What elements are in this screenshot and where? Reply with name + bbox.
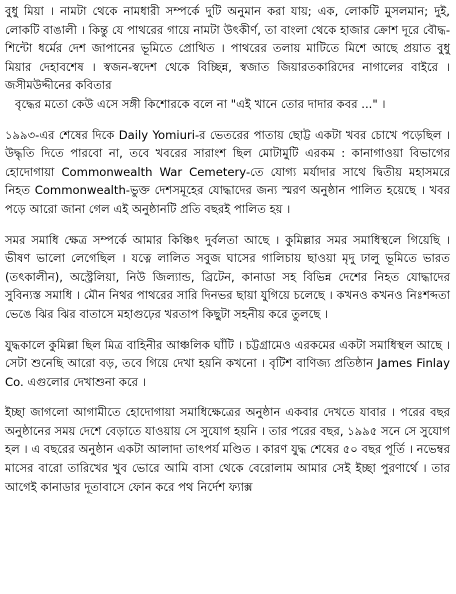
paragraph-3: ১৯৯৩-এর শেষের দিকে Daily Yomiuri-র ভেতরের পাতায় ছোট্ট একটা খবর চোখে পড়েছিল । উদ্ধৃতি দিতে পারবো না, তবে খবরের সারাংশ ছিল মোটামুটি এরকম : কানাগাওয়া বিভাগের হোদোগায়া Commonwealth War Cemetery-তে যোগ্য মর্যাদার সাথে দ্বিতীয় মহাসমরে নিহত Commonwealth-ভুক্ত দেশসমূহের যোদ্ধাদের জন্য স্মরণ অনুষ্ঠান পালিত হয়েছে । খবর পড়ে আরো জানা গেল এই অনুষ্ঠানটি প্রতি বছরই পালিত হয় । (5, 127, 450, 216)
paragraph-5: যুদ্ধকালে কুমিল্লা ছিল মিত্র বাহিনীর আঞ্চলিক ঘাঁটি । চট্টগ্রামেও এরকমের একটা সমাধিস্থল আছে । সেটা শুনেছি আরো বড়, তবে গিয়ে দেখা হয়নি কখনো । বৃটিশ বাণিজ্য প্রতিষ্ঠান James Finlay Co. এগুলোর দেখাশুনা করে । (5, 337, 450, 389)
paragraph-6: ইচ্ছা জাগলো আগামীতে হোদোগায়া সমাধিক্ষেত্রের অনুষ্ঠান একবার দেখতে যাবার । পরের বছর অনুষ্ঠানের সময় দেশে বেড়াতে যাওয়ায় সে সুযোগ হয়নি । তার পরের বছর, ১৯৯৫ সনে সে সুযোগ হল । এ বছরের অনুষ্ঠান একটা আলাদা তাৎপর্য মণ্ডিত । কারণ যুদ্ধ শেষের ৫০ বছর পূর্তি । নভেম্বর মাসের বারো তারিখের খুব ভোরে আমি বাসা থেকে বেরোলাম আমার সেই ইচ্ছা পুরণার্থে । তার আগেই কানাডার দূতাবাসে ফোন করে পথ নির্দেশ ফ্যাক্স (5, 405, 450, 494)
paragraph-gap (5, 324, 450, 336)
paragraph-1: বুধু মিয়া । নামটা থেকে নামধারী সম্পর্কে দুটি অনুমান করা যায়; এক, লোকটি মুসলমান; দুই, লোকটি বাঙালী । কিন্তু যে পাথরের গায়ে নামটা উৎকীর্ণ, তা বাংলা থেকে হাজার ক্রোশ দূরে বৌদ্ধ-শিন্টো ধর্মের দেশ জাপানের ভূমিতে প্রোথিত । পাথরের তলায় মাটিতে মিশে আছে প্রয়াত বুধু মিয়ার দেহাবশেষ । স্বজন-স্বদেশ থেকে বিচ্ছিন্ন, স্বজাত জিয়ারতকারিদের নাগালের বাইরে । জসীমউদ্দীনের কবিতার (5, 4, 450, 93)
paragraph-4: সমর সমাধি ক্ষেত্র সম্পর্কে আমার কিঞ্চিৎ দুর্বলতা আছে । কুমিল্লার সমর সমাধিস্থলে গিয়েছি । ভীষণ ভালো লেগেছিল । যত্নে লালিত সবুজ ঘাসের গালিচায় ছাওয়া মৃদু ঢালু ভূমিতে ভারত (তৎকালীন), অস্ট্রেলিয়া, নিউ জিল্যান্ড, ব্রিটেন, কানাডা সহ বিভিন্ন দেশের নিহত যোদ্ধাদের সুবিন্যস্ত সমাধি । মৌন নিথর পাথরের সারি দিনভর ছায়া যুগিয়ে চলেছে । কখনও কখনও নিঃশব্দতা ভেঙে ঝির ঝির বাতাসে মহাগুঢ়ের খরতাপ কিছুটা সহনীয় করে তুলছে । (5, 232, 450, 321)
paragraph-gap (5, 391, 450, 403)
paragraph-gap (5, 219, 450, 231)
paragraph-gap (5, 114, 450, 126)
paragraph-2-quote: বৃদ্ধের মতো কেউ এসে সঙ্গী কিশোরকে বলে না "এই খানে তোর দাদার কবর ..." । (15, 96, 386, 111)
